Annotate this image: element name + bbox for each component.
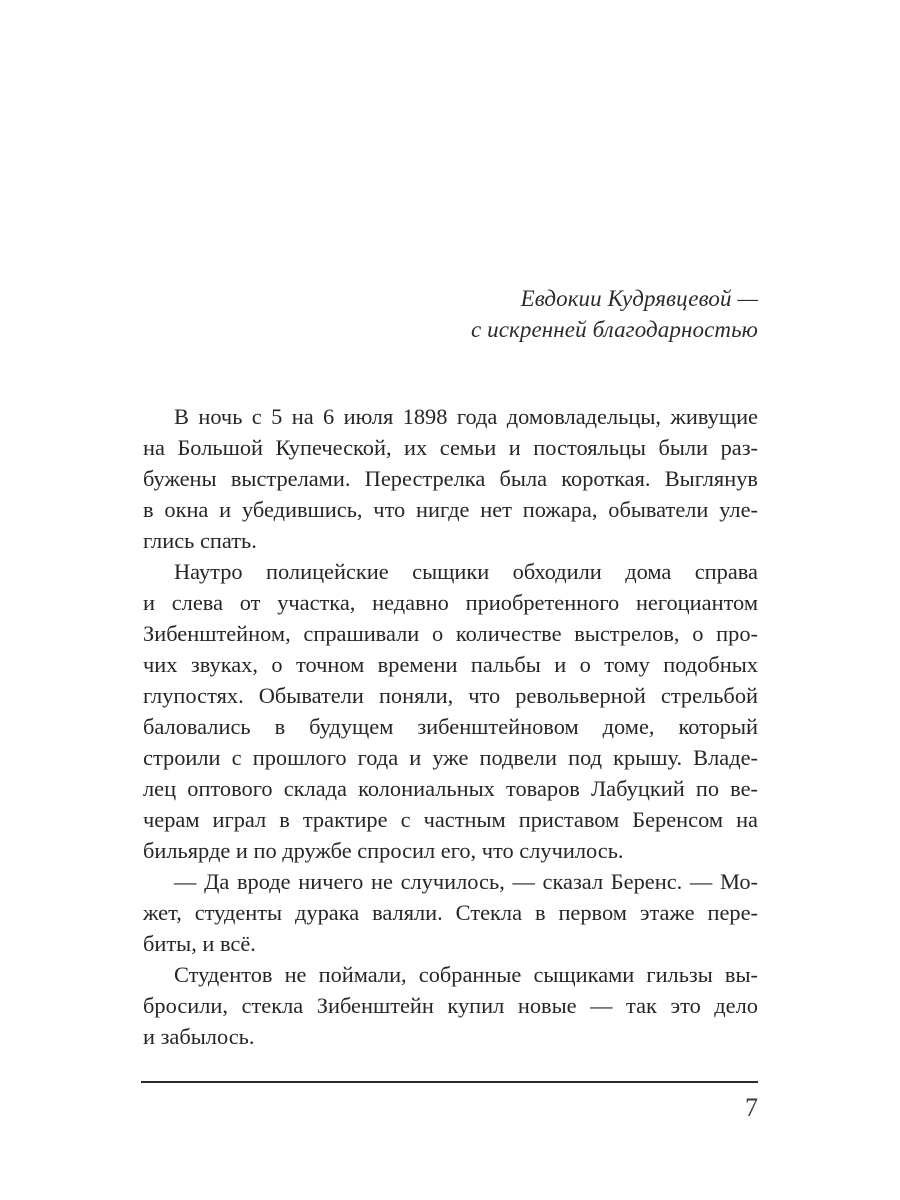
text-line: Зибенштейном, спрашивали о количестве выстрелов, о про- [143,621,758,646]
text-line: бильярде и по дружбе спросил его, что случилось. [143,838,624,863]
text-line: строили с прошлого года и уже подвели под крышу. Владе- [143,745,758,770]
footer-rule [141,1081,758,1083]
body-text [143,401,758,1052]
text-line: бужены выстрелами. Перестрелка была короткая. Выглянув [143,466,758,491]
text-line: жет, студенты дурака валяли. Стекла в первом этаже пере- [143,900,758,925]
text-line: лец оптового склада колониальных товаров Лабуцкий по ве- [143,776,758,801]
text-line: черам играл в трактире с частным приставом Беренсом на [143,807,758,832]
text-line: чих звуках, о точном времени пальбы и о тому подобных [143,652,758,677]
text-line: бросили, стекла Зибенштейн купил новые — так это дело [143,993,758,1018]
dialogue-paragraph [143,866,758,959]
text-line: баловались в будущем зибенштейновом доме, который [143,714,758,739]
text-line: Студентов не поймали, собранные сыщиками гильзы вы- [174,962,758,987]
text-line: В ночь с 5 на 6 июля 1898 года домовладельцы, живущие [174,404,758,429]
text-line: на Большой Купеческой, их семьи и постояльцы были раз- [143,435,758,460]
epigraph-line: с искренней благодарностью [470,317,758,342]
page-number: 7 [745,1093,758,1122]
paragraph [143,556,758,866]
text-line: в окна и убедившись, что нигде нет пожара, обыватели уле- [143,497,758,522]
text-line: — Да вроде ничего не случилось, — сказал Беренс. — Мо- [174,869,758,894]
text-line: Наутро полицейские сыщики обходили дома справа [174,559,758,584]
paragraph [143,959,758,1052]
epigraph-line: Евдокии Кудрявцевой — [520,286,758,311]
dedication-epigraph [400,283,758,345]
text-line: глись спать. [143,528,257,553]
paragraph [143,401,758,556]
text-line: глупостях. Обыватели поняли, что револьверной стрельбой [143,683,758,708]
text-line: и забылось. [143,1024,255,1049]
text-line: биты, и всё. [143,931,256,956]
text-line: и слева от участка, недавно приобретенного негоциантом [143,590,758,615]
